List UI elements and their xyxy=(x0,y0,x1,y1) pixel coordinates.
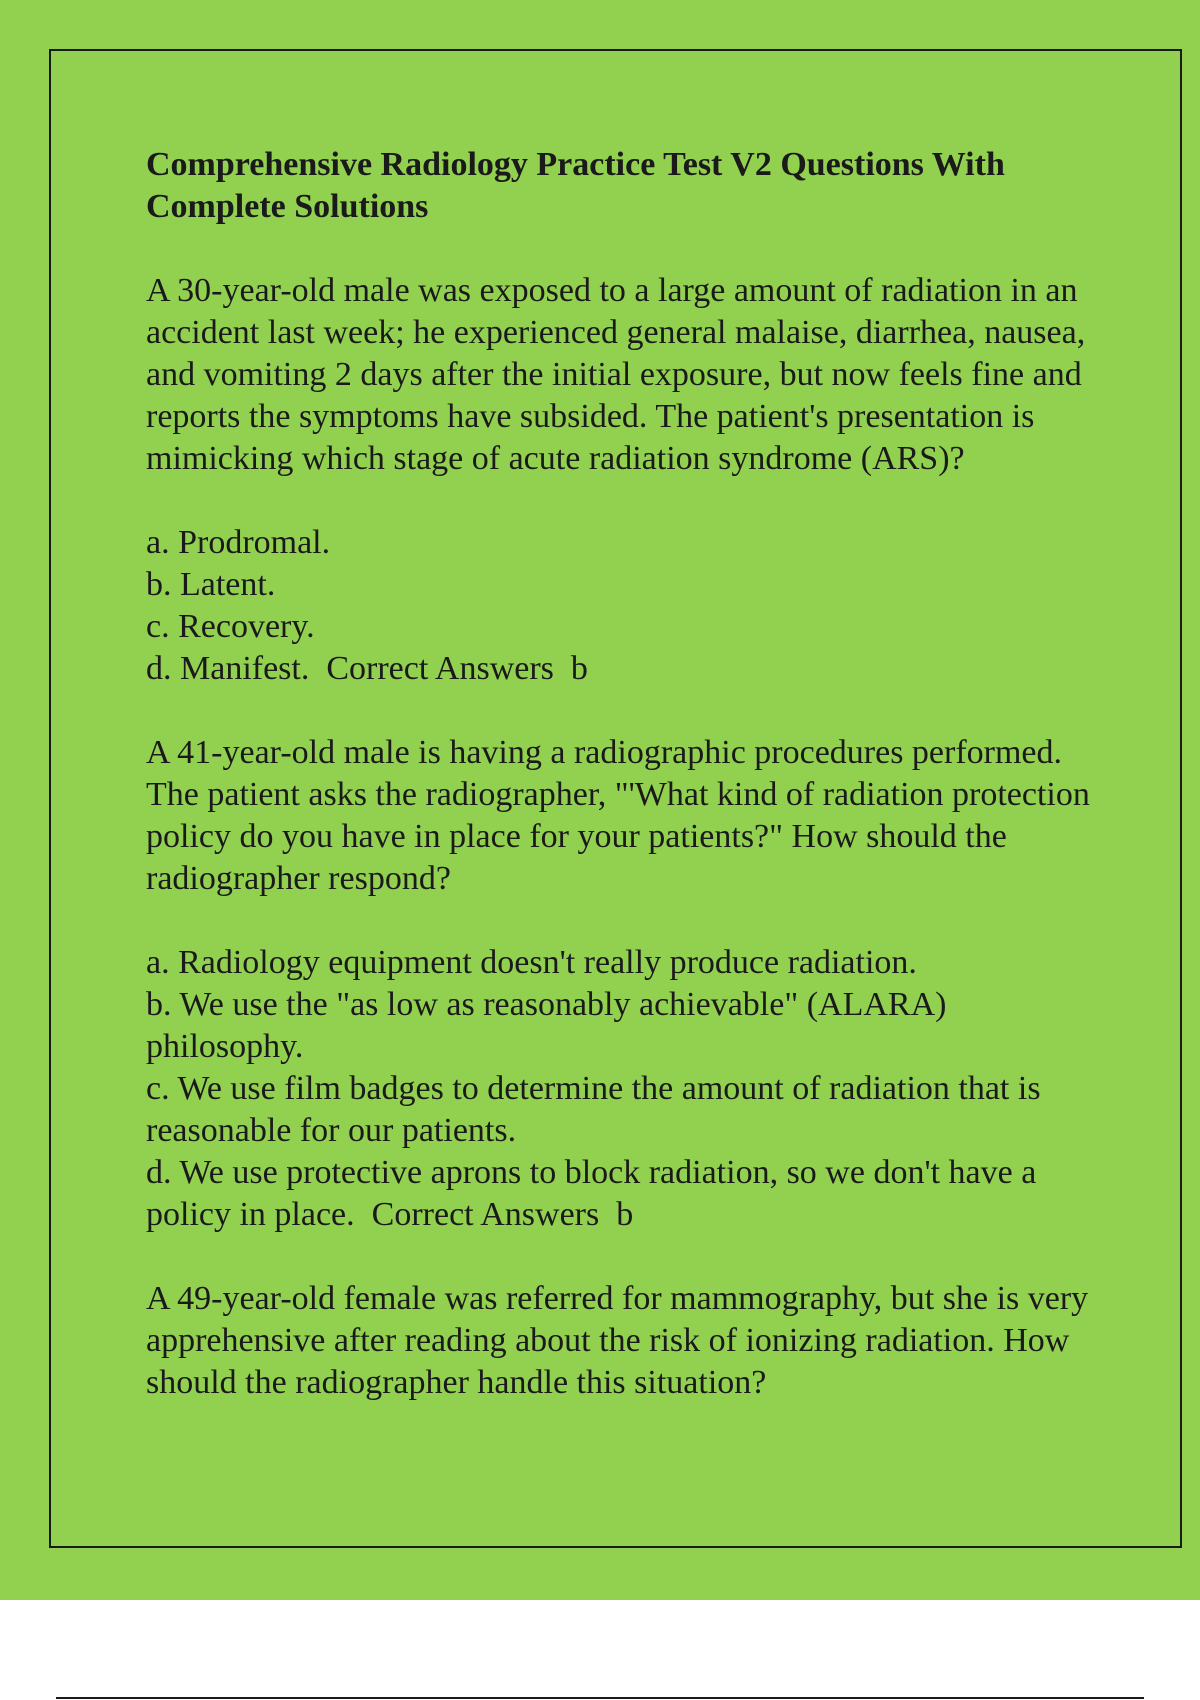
question-2-option-d: d. We use protective aprons to block radiation, so we don't have a policy in place. xyxy=(146,1154,1037,1233)
question-2-option-c: c. We use film badges to determine the amount of radiation that is reasonable for our patients. xyxy=(146,1070,1041,1149)
document-title: Comprehensive Radiology Practice Test V2 Questions With Complete Solutions xyxy=(146,146,1005,225)
question-2-answer: b xyxy=(616,1196,634,1233)
question-1-answer: b xyxy=(570,650,588,687)
question-2-answer-label: Correct Answers xyxy=(371,1196,600,1233)
question-1-answer-label: Correct Answers xyxy=(326,650,554,687)
question-2-options xyxy=(146,942,1106,1236)
question-1-option-d-line xyxy=(146,648,1106,690)
question-2-stem: A 41-year-old male is having a radiographic procedures performed. The patient asks the radiographer, "'What kind of radiation protection policy do you have in place for your patients?" How should the radiographer respond? xyxy=(146,734,1090,897)
question-2-option-a: a. Radiology equipment doesn't really produce radiation. xyxy=(146,944,917,981)
question-2-option-b: b. We use the "as low as reasonably achievable" (ALARA) philosophy. xyxy=(146,986,947,1065)
footer-divider xyxy=(56,1697,1144,1699)
question-1-option-c: c. Recovery. xyxy=(146,608,315,645)
question-1-stem: A 30-year-old male was exposed to a large amount of radiation in an accident last week; he experienced general malaise, diarrhea, nausea, and vomiting 2 days after the initial exposure, but now feels fine and reports the symptoms have subsided. The patient's presentation is mimicking which stage of acute radiation syndrome (ARS)? xyxy=(146,272,1086,477)
question-1-options xyxy=(146,522,1106,690)
document-body xyxy=(146,144,1106,1446)
question-2-option-d-line xyxy=(146,1152,1106,1236)
question-1-option-d: d. Manifest. xyxy=(146,650,310,687)
question-3-stem: A 49-year-old female was referred for mammography, but she is very apprehensive after reading about the risk of ionizing radiation. How should the radiographer handle this situation? xyxy=(146,1280,1089,1401)
question-1-option-b: b. Latent. xyxy=(146,566,276,603)
question-1-option-a: a. Prodromal. xyxy=(146,524,331,561)
